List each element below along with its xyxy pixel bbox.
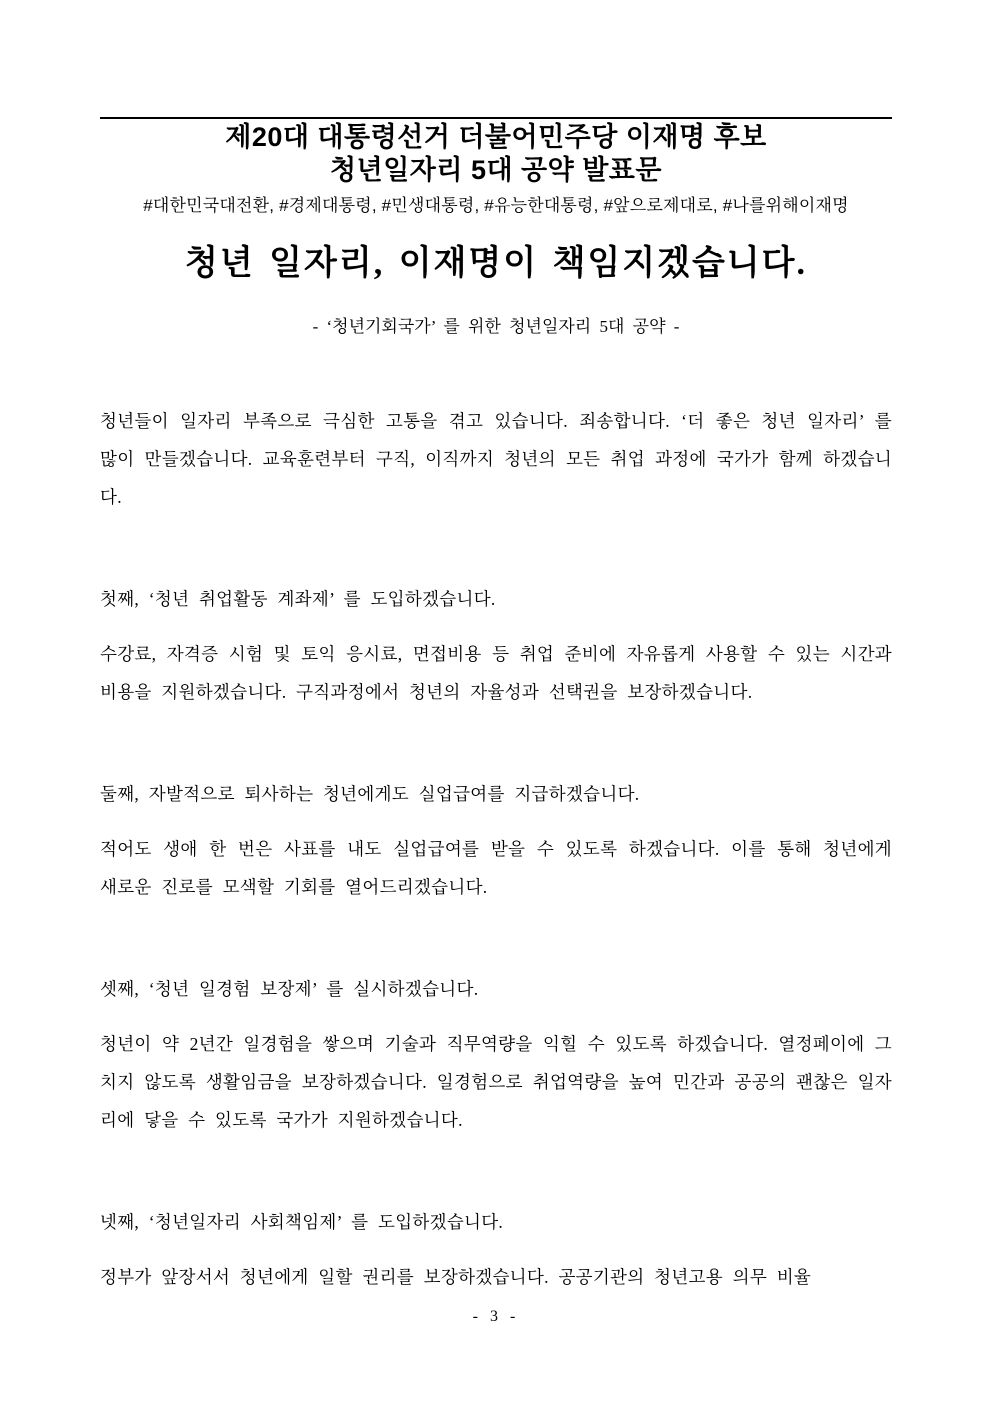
doc-title	[100, 121, 892, 187]
section-heading: 둘째, 자발적으로 퇴사하는 청년에게도 실업급여를 지급하겠습니다.	[100, 784, 640, 804]
policy-section-4	[100, 1203, 892, 1296]
doc-title-line1: 제20대 대통령선거 더불어민주당 이재명 후보	[225, 122, 767, 152]
policy-section-3	[100, 970, 892, 1139]
section-heading: 첫째, ‘청년 취업활동 계좌제’ 를 도입하겠습니다.	[100, 589, 496, 609]
hashtags-line: #대한민국대전환, #경제대통령, #민생대통령, #유능한대통령, #앞으로제대로, #나를위해이재명	[143, 196, 849, 215]
policy-section-1	[100, 580, 892, 711]
header-divider	[100, 117, 892, 119]
doc-title-line2: 청년일자리 5대 공약 발표문	[330, 155, 662, 185]
section-heading: 셋째, ‘청년 일경험 보장제’ 를 실시하겠습니다.	[100, 979, 479, 999]
policy-section-2	[100, 775, 892, 906]
section-paragraph: 적어도 생애 한 번은 사표를 내도 실업급여를 받을 수 있도록 하겠습니다. 이를 통해 청년에게 새로운 진로를 모색할 기회를 열어드리겠습니다.	[100, 839, 892, 897]
section-paragraph: 수강료, 자격증 시험 및 토익 응시료, 면접비용 등 취업 준비에 자유롭게 사용할 수 있는 시간과 비용을 지원하겠습니다. 구직과정에서 청년의 자율성과 선택권을 보장하겠습니다.	[100, 644, 892, 702]
section-paragraph: 청년이 약 2년간 일경험을 쌓으며 기술과 직무역량을 익힐 수 있도록 하겠습니다. 열정페이에 그치지 않도록 생활임금을 보장하겠습니다. 일경험으로 취업역량을 높여 민간과 공공의 괜찮은 일자리에 닿을 수 있도록 국가가 지원하겠습니다.	[100, 1034, 892, 1130]
intro-paragraph: 청년들이 일자리 부족으로 극심한 고통을 겪고 있습니다. 죄송합니다. ‘더 좋은 청년 일자리’ 를 많이 만들겠습니다. 교육훈련부터 구직, 이직까지 청년의 모든 취업 과정에 국가가 함께 하겠습니다.	[100, 411, 892, 507]
headline-subtitle: - ‘청년기회국가’ 를 위한 청년일자리 5대 공약 -	[312, 317, 680, 336]
section-paragraph: 정부가 앞장서서 청년에게 일할 권리를 보장하겠습니다. 공공기관의 청년고용 의무 비율	[100, 1267, 812, 1287]
section-heading: 넷째, ‘청년일자리 사회책임제’ 를 도입하겠습니다.	[100, 1212, 504, 1232]
page-number: - 3 -	[472, 1308, 520, 1325]
headline: 청년 일자리, 이재명이 책임지겠습니다.	[184, 245, 807, 282]
